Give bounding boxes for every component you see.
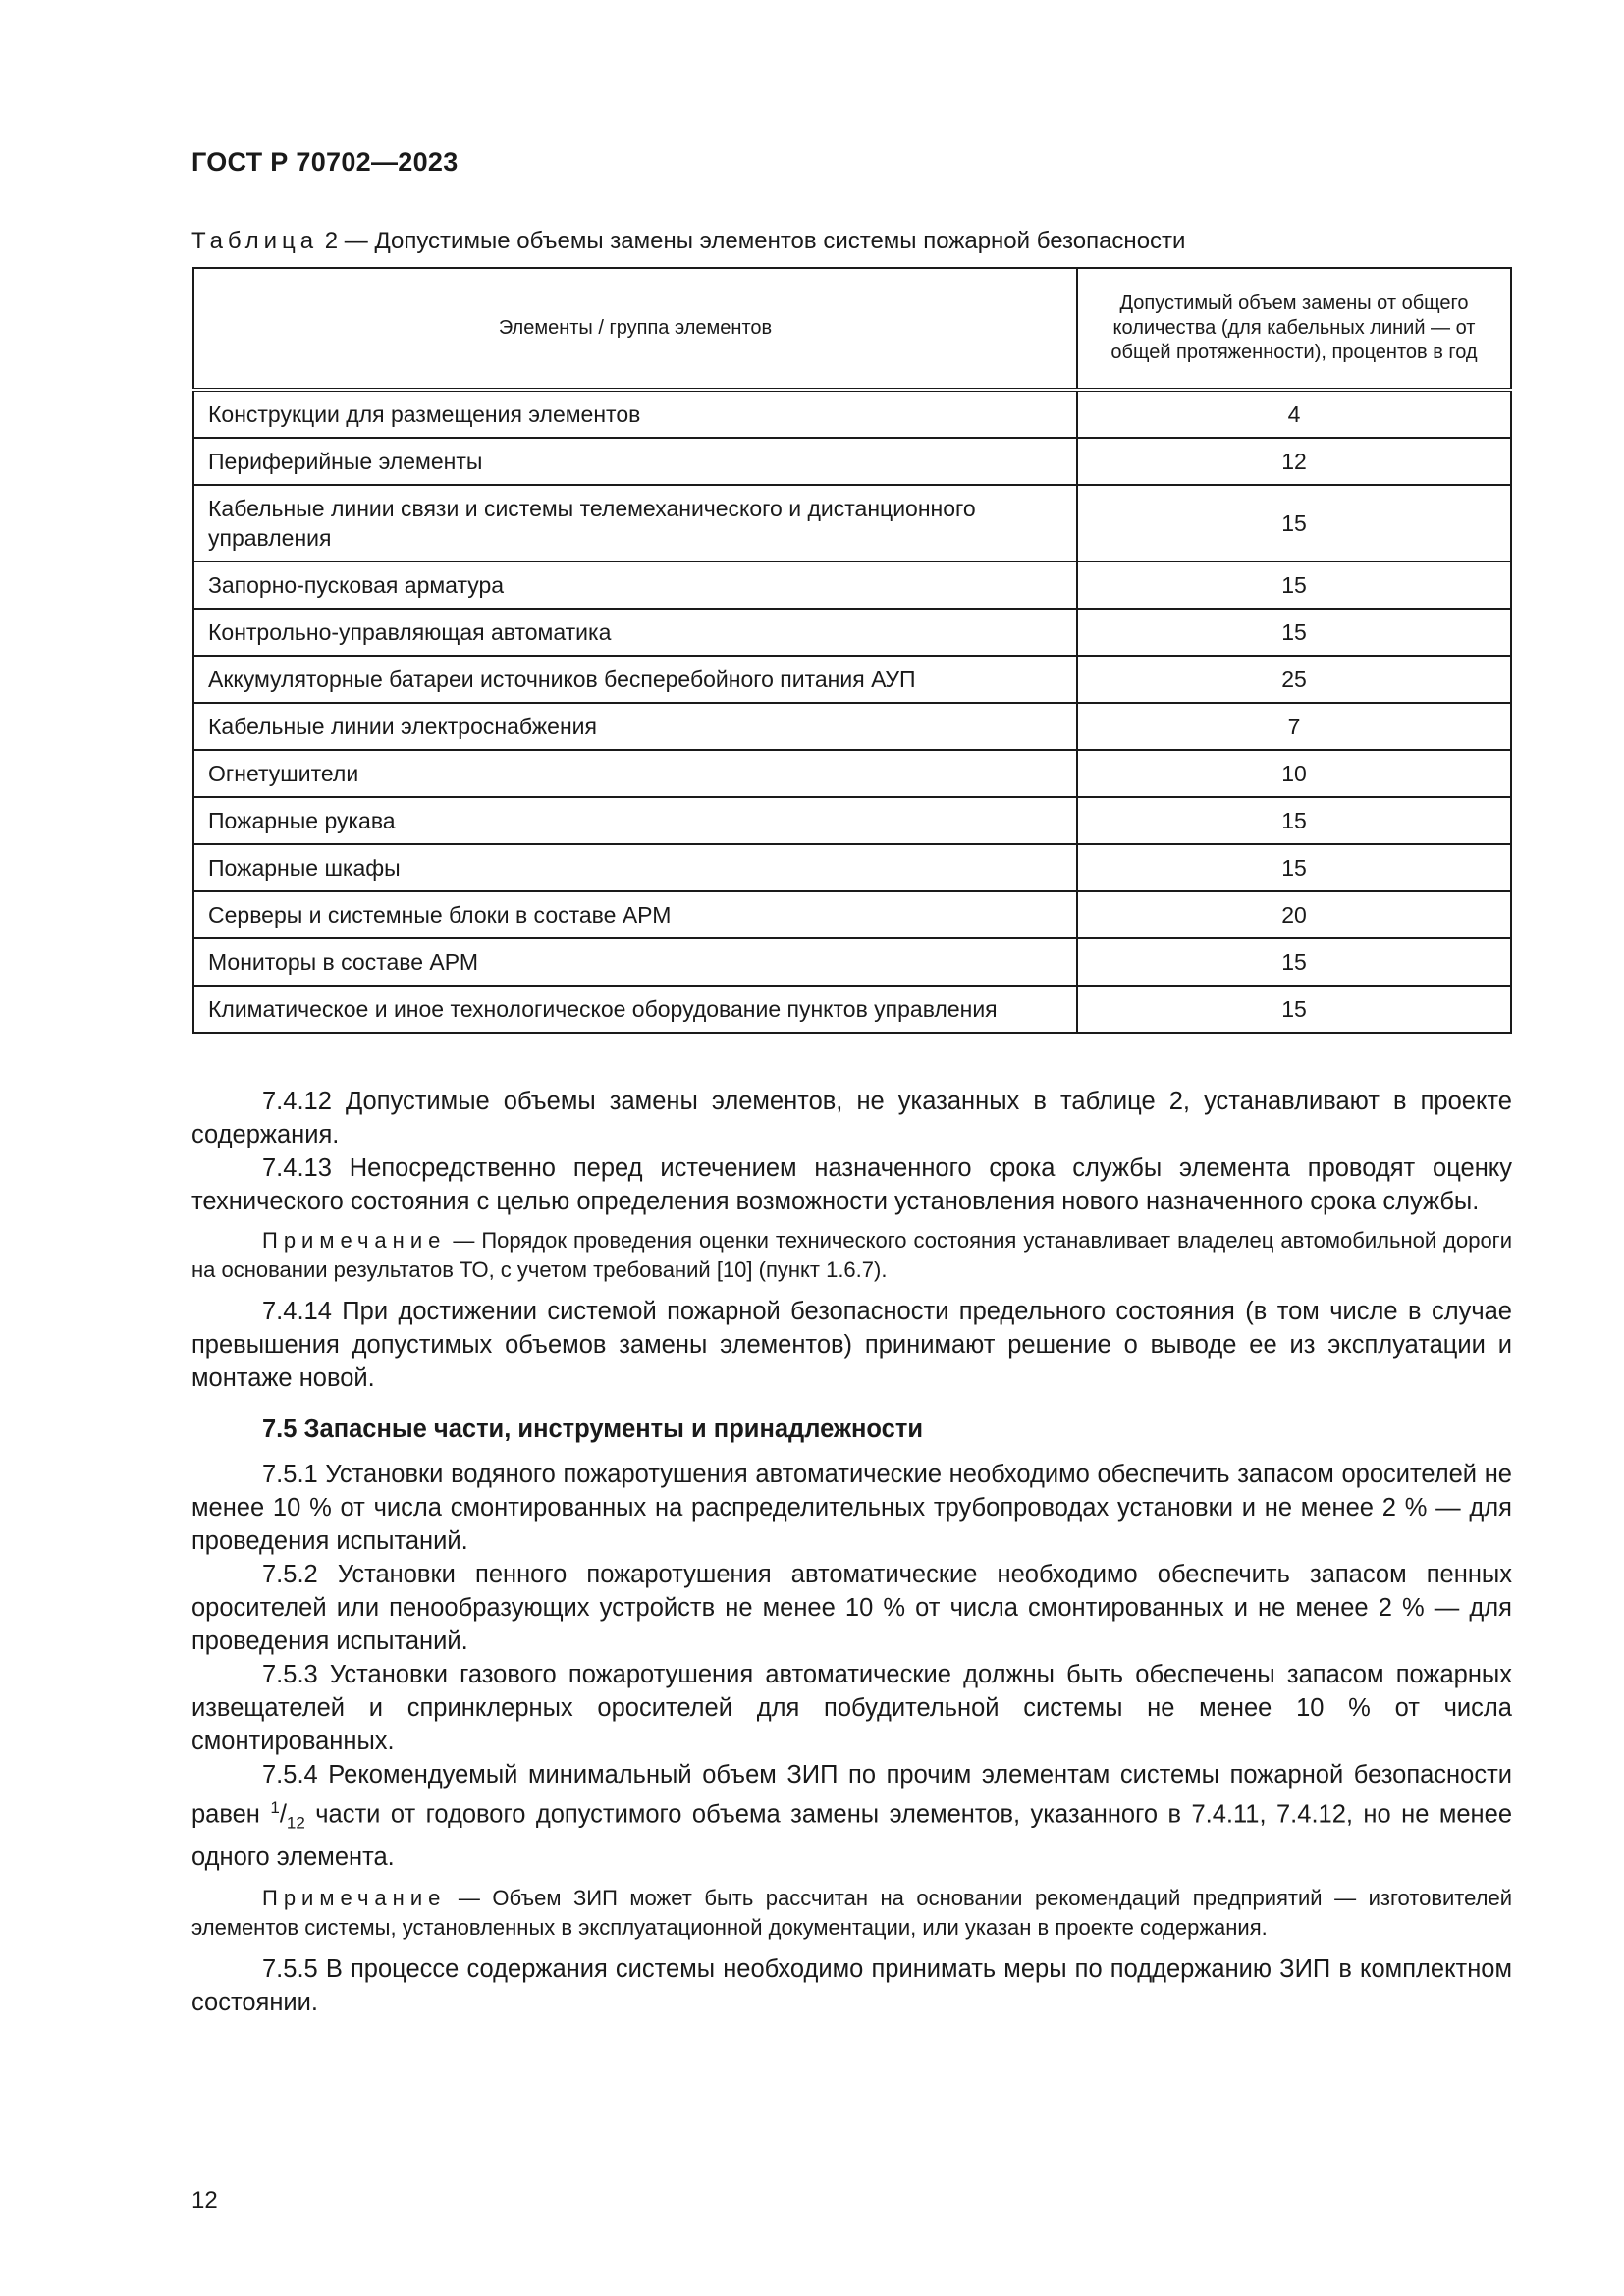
table-row — [193, 485, 1511, 561]
table-row — [193, 609, 1511, 656]
table-row — [193, 750, 1511, 797]
element-cell: Конструкции для размещения элементов — [193, 390, 1077, 438]
paragraph-7-5-2: 7.5.2 Установки пенного пожаротушения автоматические необходимо обеспечить запасом пенных оросителей или пенообразующих устройств не менее 10 % от числа смонтированных и не менее 2 % — для проведения испытаний. — [191, 1561, 1512, 1655]
value-cell: 15 — [1077, 938, 1511, 986]
paragraph-7-4-14: 7.4.14 При достижении системой пожарной безопасности предельного состояния (в том числе в случае превышения допустимых объемов замены элементов) принимают решение о выводе ее из эксплуатации и монтаже новой. — [191, 1298, 1512, 1392]
element-cell: Запорно-пусковая арматура — [193, 561, 1077, 609]
note-2-label: Примечание — [262, 1885, 447, 1910]
value-cell: 7 — [1077, 703, 1511, 750]
note-1-text: — Порядок проведения оценки технического состояния устанавливает владелец автомобильной дороги на основании результатов ТО, с учетом требований [10] (пункт 1.6.7). — [191, 1228, 1512, 1282]
paragraph-7-4-13: 7.4.13 Непосредственно перед истечением назначенного срока службы элемента проводят оценку технического состояния с целью определения возможности установления нового назначенного срока службы. — [191, 1154, 1512, 1215]
value-cell: 10 — [1077, 750, 1511, 797]
value-cell: 15 — [1077, 797, 1511, 844]
note-2 — [191, 1884, 1512, 1943]
replacement-volumes-table — [192, 267, 1512, 1034]
value-cell: 15 — [1077, 844, 1511, 891]
value-cell: 20 — [1077, 891, 1511, 938]
element-cell: Климатическое и иное технологическое оборудование пунктов управления — [193, 986, 1077, 1033]
fraction-slash: / — [279, 1800, 287, 1829]
element-cell: Кабельные линии электроснабжения — [193, 703, 1077, 750]
element-cell: Пожарные рукава — [193, 797, 1077, 844]
table-row — [193, 844, 1511, 891]
value-cell: 4 — [1077, 390, 1511, 438]
table-row — [193, 438, 1511, 485]
paragraph-7-5-3: 7.5.3 Установки газового пожаротушения автоматические должны быть обеспечены запасом пожарных извещателей и спринклерных оросителей для побудительной системы не менее 10 % от числа смонтированных. — [191, 1661, 1512, 1755]
table-row — [193, 891, 1511, 938]
value-cell: 12 — [1077, 438, 1511, 485]
element-cell: Огнетушители — [193, 750, 1077, 797]
table-caption — [191, 228, 1185, 255]
note-1-label: Примечание — [262, 1228, 447, 1253]
column-header-volume: Допустимый объем замены от общего количества (для кабельных линий — от общей протяженности), процентов в год — [1077, 268, 1511, 390]
note-2-text: — Объем ЗИП может быть рассчитан на основании рекомендаций предприятий — изготовителей элементов системы, установленных в эксплуатационной документации, или указан в проекте содержания. — [191, 1885, 1512, 1940]
element-cell: Мониторы в составе АРМ — [193, 938, 1077, 986]
value-cell: 25 — [1077, 656, 1511, 703]
paragraph-7-5-4 — [191, 1758, 1512, 1874]
column-header-elements: Элементы / группа элементов — [193, 268, 1077, 390]
table-caption-label: Таблица — [191, 228, 319, 254]
element-cell: Серверы и системные блоки в составе АРМ — [193, 891, 1077, 938]
fraction-denominator: 12 — [286, 1813, 305, 1833]
document-id: ГОСТ Р 70702—2023 — [191, 147, 459, 177]
table-row — [193, 656, 1511, 703]
page-number: 12 — [191, 2187, 218, 2214]
value-cell: 15 — [1077, 986, 1511, 1033]
paragraph-7-5-1: 7.5.1 Установки водяного пожаротушения автоматические необходимо обеспечить запасом оросителей не менее 10 % от числа смонтированных на распределительных трубопроводах установки и не менее 2 % — для проведения испытаний. — [191, 1461, 1512, 1555]
table-caption-text: 2 — Допустимые объемы замены элементов системы пожарной безопасности — [318, 228, 1186, 254]
element-cell: Аккумуляторные батареи источников бесперебойного питания АУП — [193, 656, 1077, 703]
section-title-7-5: 7.5 Запасные части, инструменты и принадлежности — [262, 1415, 923, 1443]
value-cell: 15 — [1077, 485, 1511, 561]
table-row — [193, 561, 1511, 609]
table-row — [193, 703, 1511, 750]
element-cell: Пожарные шкафы — [193, 844, 1077, 891]
element-cell: Периферийные элементы — [193, 438, 1077, 485]
table-row — [193, 938, 1511, 986]
paragraph-7-4-12: 7.4.12 Допустимые объемы замены элементов, не указанных в таблице 2, устанавливают в проекте содержания. — [191, 1088, 1512, 1148]
table-row — [193, 797, 1511, 844]
paragraph-7-5-4-end: части от годового допустимого объема замены элементов, указанного в 7.4.11, 7.4.12, но не менее одного элемента. — [191, 1800, 1512, 1871]
paragraph-7-5-5: 7.5.5 В процессе содержания системы необходимо принимать меры по поддержанию ЗИП в комплектном состоянии. — [191, 1954, 1512, 2016]
value-cell: 15 — [1077, 561, 1511, 609]
body-text — [191, 1085, 1512, 2019]
fraction-numerator: 1 — [270, 1798, 280, 1817]
element-cell: Кабельные линии связи и системы телемеханического и дистанционного управления — [193, 485, 1077, 561]
table-row — [193, 986, 1511, 1033]
element-cell: Контрольно-управляющая автоматика — [193, 609, 1077, 656]
value-cell: 15 — [1077, 609, 1511, 656]
table-row — [193, 390, 1511, 438]
note-1 — [191, 1226, 1512, 1285]
table-header-row — [193, 268, 1511, 390]
paragraph-7-5-4-start: 7.5.4 Рекомендуемый минимальный объем ЗИП по прочим элементам системы пожарной безопасности равен — [191, 1761, 1512, 1829]
